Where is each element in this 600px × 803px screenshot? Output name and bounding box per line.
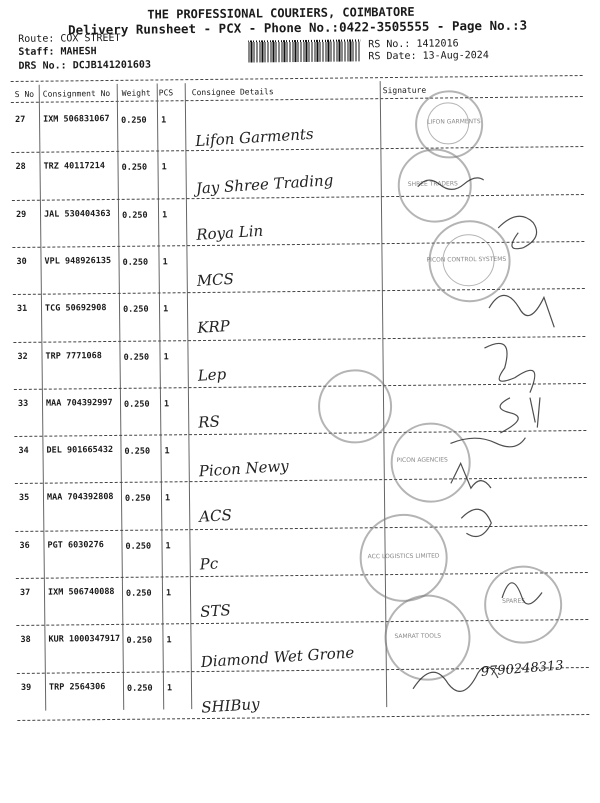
row-weight: 0.250 (122, 257, 149, 268)
row-consignee-handwriting: Lep (197, 364, 227, 385)
row-consignment-no: DEL 901665432 (46, 445, 114, 456)
row-consignment-no: TRZ 40117214 (43, 161, 106, 172)
row-pcs: 1 (161, 162, 167, 173)
row-pcs: 1 (165, 541, 171, 552)
row-pcs: 1 (162, 257, 168, 268)
row-consignee-handwriting: MCS (196, 269, 235, 290)
stamp-round (318, 369, 393, 444)
company-title: THE PROFESSIONAL COURIERS, COIMBATORE (147, 4, 415, 22)
row-consignee-handwriting: SHIBuy (200, 694, 261, 717)
row-sno: 31 (16, 304, 28, 315)
row-divider (17, 714, 589, 721)
row-pcs: 1 (164, 446, 170, 457)
row-weight: 0.250 (122, 210, 148, 221)
row-sno: 29 (15, 209, 27, 220)
column-rule (117, 84, 125, 710)
row-pcs: 1 (163, 399, 170, 410)
row-pcs: 1 (161, 115, 167, 126)
runsheet-subtitle: Delivery Runsheet - PCX - Phone No.:0422-3505555 - Page No.:3 (68, 17, 528, 38)
stamp-text: ACC LOGISTICS LIMITED (367, 552, 440, 561)
stamp-text: SHREE TRADERS (407, 180, 458, 188)
row-consignee-handwriting: RS (197, 412, 221, 432)
row-sno: 35 (18, 493, 30, 504)
row-pcs: 1 (163, 351, 169, 362)
rs-date: RS Date: 13-Aug-2024 (368, 50, 489, 63)
row-weight: 0.250 (125, 588, 152, 599)
row-pcs: 1 (166, 635, 172, 646)
row-consignment-no: TRP 2564306 (48, 681, 106, 693)
rs-number: RS No.: 1412016 (368, 38, 459, 51)
stamp-text: LIFON GARMENTS (427, 118, 481, 126)
row-sno: 32 (17, 351, 28, 362)
row-weight: 0.250 (125, 541, 152, 552)
row-sno: 39 (20, 682, 32, 693)
col-header-weight: Weight (121, 88, 151, 98)
row-consignee-handwriting: Jay Shree Trading (195, 171, 334, 198)
row-pcs: 1 (162, 304, 169, 315)
row-pcs: 1 (162, 209, 168, 221)
row-consignment-no: MAA 704392808 (46, 492, 114, 504)
handwritten-phone: 9790248313 (480, 658, 565, 680)
row-weight: 0.250 (121, 162, 148, 174)
row-consignment-no: MAA 704392997 (45, 397, 113, 409)
row-consignment-no: KUR 1000347917 (48, 634, 121, 645)
row-consignment-no: PGT 6030276 (47, 539, 104, 551)
col-header-consignee: Consignee Details (191, 87, 274, 98)
staff-label: Staff: MAHESH (18, 46, 97, 58)
row-sno: 36 (19, 540, 30, 551)
row-weight: 0.250 (126, 635, 153, 647)
route-label: Route: COX STREET (18, 32, 121, 45)
drs-number: DRS No.: DCJB141201603 (18, 59, 151, 72)
row-consignment-no: VPL 948926135 (44, 255, 112, 267)
header-divider (11, 75, 583, 82)
col-header-signature: Signature (382, 85, 427, 96)
column-rule (185, 83, 193, 709)
row-sno: 33 (17, 398, 29, 409)
row-pcs: 1 (165, 588, 172, 599)
row-weight: 0.250 (121, 115, 147, 126)
stamp-text: SPARES (502, 597, 526, 605)
col-header-consignment: Consignment No (42, 88, 111, 99)
stamp-text: PICON CONTROL SYSTEMS (426, 255, 507, 264)
row-consignment-no: IXM 506740088 (47, 586, 115, 598)
row-sno: 27 (14, 114, 26, 125)
row-sno: 38 (20, 635, 31, 646)
row-consignment-no: TCG 50692908 (44, 303, 107, 314)
stamp-text: PICON AGENCIES (396, 456, 448, 464)
row-sno: 34 (18, 445, 29, 457)
signature-scribbles (397, 97, 593, 699)
row-consignee-handwriting: ACS (198, 506, 233, 527)
row-weight: 0.250 (123, 352, 150, 363)
row-sno: 30 (16, 256, 27, 267)
row-consignee-handwriting: Pc (199, 554, 219, 574)
row-sno: 37 (19, 587, 31, 598)
stamp-text: SAMRAT TOOLS (394, 632, 442, 641)
row-consignee-handwriting: KRP (196, 317, 231, 338)
row-consignee-handwriting: Diamond Wet Grone (200, 643, 355, 672)
col-header-sno: S No (14, 89, 35, 99)
row-consignee-handwriting: STS (199, 600, 232, 621)
row-weight: 0.250 (124, 493, 151, 505)
row-consignment-no: JAL 530404363 (43, 208, 111, 220)
row-weight: 0.250 (122, 304, 149, 316)
row-consignment-no: IXM 506831067 (42, 113, 110, 125)
row-consignee-handwriting: Roya Lin (195, 221, 264, 244)
row-weight: 0.250 (124, 446, 151, 457)
row-consignee-handwriting: Lifon Garments (194, 124, 315, 151)
row-weight: 0.250 (123, 399, 150, 410)
barcode (248, 39, 360, 62)
row-consignee-handwriting: Picon Newy (198, 456, 290, 481)
row-sno: 28 (15, 162, 26, 173)
row-consignment-no: TRP 7771068 (45, 350, 102, 362)
col-header-pcs: PCS (158, 88, 174, 98)
row-pcs: 1 (164, 493, 171, 504)
row-weight: 0.250 (126, 683, 153, 694)
row-pcs: 1 (166, 682, 173, 694)
